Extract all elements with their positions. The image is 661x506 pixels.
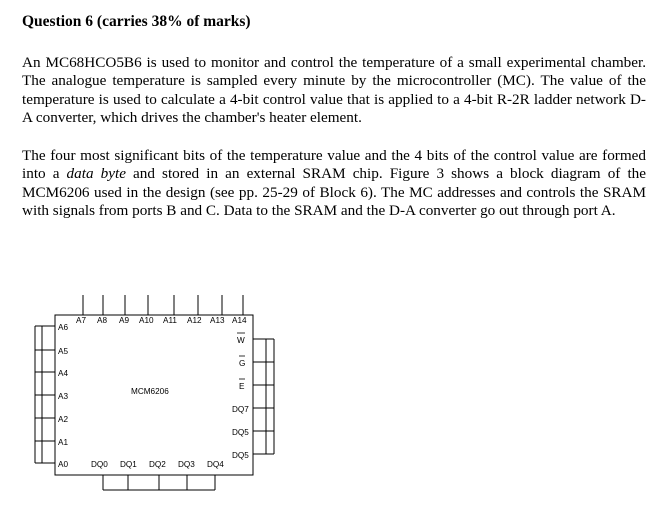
pin-a7: A7 [76,316,87,325]
pin-a6: A6 [58,323,69,332]
pin-a1: A1 [58,438,69,447]
pin-a5: A5 [58,347,69,356]
pin-a9: A9 [119,316,130,325]
pin-a2: A2 [58,415,69,424]
pin-a11: A11 [163,316,177,325]
pin-a0: A0 [58,460,69,469]
chip-name-label: MCM6206 [131,387,169,396]
bottom-pin-lines [103,475,215,490]
pin-a3: A3 [58,392,69,401]
pin-e: E [239,382,245,391]
data-byte-term: data byte [66,165,126,183]
pin-dq1: DQ1 [120,460,137,469]
pin-a10: A10 [139,316,154,325]
pin-a14: A14 [232,316,247,325]
right-pin-lines [253,339,274,454]
pin-a12: A12 [187,316,202,325]
pin-dq3: DQ3 [178,460,195,469]
pin-dq6: DQ5 [232,428,249,437]
pin-dq4: DQ4 [207,460,224,469]
pin-dq2: DQ2 [149,460,166,469]
pin-dq7: DQ7 [232,405,249,414]
design-text-before: The four most significant bits of the temperature value and the 4 bits of the control value are formed into a [22,147,646,183]
pin-g: G [239,359,246,368]
top-pin-lines [83,295,243,315]
design-paragraph [22,147,646,220]
pin-dq0: DQ0 [91,460,108,469]
pin-a13: A13 [210,316,225,325]
pin-w: W [237,336,245,345]
pin-a4: A4 [58,369,69,378]
pin-a8: A8 [97,316,108,325]
left-pin-lines [35,326,55,463]
pin-dq5: DQ5 [232,451,249,460]
question-heading: Question 6 (carries 38% of marks) [22,13,251,30]
design-text-after: and stored in an external SRAM chip. Figure 3 shows a block diagram of the MCM6206 used in the design (see pp. 25-29 of Block 6). The MC addresses and controls the SRAM with signals from ports B and C. Data to the SRAM and the D-A converter go out through port A. [22,165,647,219]
chip-body [55,315,253,475]
intro-paragraph: An MC68HCO5B6 is used to monitor and control the temperature of a small experimental chamber. The analogue temperature is sampled every minute by the microcontroller (MC). The value of the temperature is used to calculate a 4-bit control value that is applied to a 4-bit R-2R ladder network D-A converter, which drives the chamber's heater element. [22,54,646,126]
